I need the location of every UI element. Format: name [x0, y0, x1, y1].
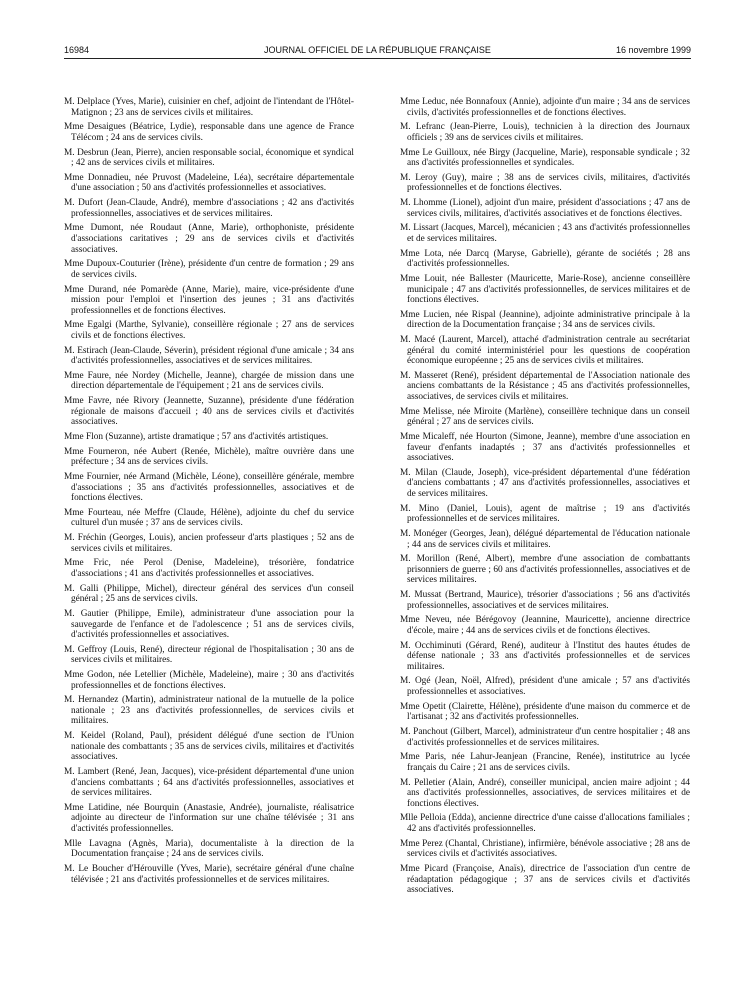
honoree-entry: Mme Fric, née Perol (Denise, Madeleine), trésorière, fondatrice d'associations ; 41 ans d'activités professionnelles et associatives.	[64, 558, 354, 579]
honoree-entry: Mme Louit, née Ballester (Mauricette, Marie-Rose), ancienne conseillère municipale ; 47 ans d'activités professionnelles, de services militaires et de fonctions électives.	[400, 273, 690, 306]
honoree-entry: M. Estirach (Jean-Claude, Séverin), président régional d'une amicale ; 34 ans d'activités professionnelles, associatives et de services militaires.	[64, 345, 354, 367]
honoree-entry: M. Lefranc (Jean-Pierre, Louis), technicien à la direction des Journaux officiels ; 39 ans de services civils et militaires.	[400, 122, 690, 143]
honoree-entry: M. Lissart (Jacques, Marcel), mécanicien ; 43 ans d'activités professionnelles et de services militaires.	[400, 223, 690, 244]
honoree-entry: Mme Micaleff, née Hourton (Simone, Jeanne), membre d'une association en faveur d'enfants inadaptés ; 37 ans d'activités professionnelles et associatives.	[400, 432, 690, 464]
honoree-entry: Mme Perez (Chantal, Christiane), infirmière, bénévole associative ; 28 ans de services civils et d'activités associatives.	[400, 838, 690, 860]
honoree-entry: Mme Melisse, née Miroite (Marlène), conseillère technique dans un conseil général ; 27 ans de services civils.	[400, 406, 690, 428]
page-header	[64, 44, 691, 58]
honoree-entry: Mme Lota, née Darcq (Maryse, Gabrielle), gérante de sociétés ; 28 ans d'activités professionnelles.	[400, 248, 690, 270]
honoree-entry: M. Desbrun (Jean, Pierre), ancien responsable social, économique et syndical ; 42 ans de services civils et militaires.	[64, 147, 354, 169]
honoree-entry: Mme Durand, née Pomarède (Anne, Marie), maire, vice-présidente d'une mission pour l'emploi et l'insertion des jeunes ; 31 ans d'activités professionnelles et de fonctions électives.	[64, 284, 354, 316]
honoree-entry: M. Masseret (René), président départemental de l'Association nationale des anciens combattants de la Résistance ; 45 ans d'activités professionnelles, associatives, de services civils et militaires.	[400, 370, 690, 402]
publication-date: 16 novembre 1999	[615, 45, 691, 55]
honoree-entry: Mme Opetit (Clairette, Hélène), présidente d'une maison du commerce et de l'artisanat ; 32 ans d'activités professionnelles.	[400, 701, 690, 723]
honoree-entry: M. Keidel (Roland, Paul), président délégué d'une section de l'Union nationale des combattants ; 35 ans de services civils, militaires et d'activités associatives.	[64, 731, 354, 763]
journal-title: JOURNAL OFFICIEL DE LA RÉPUBLIQUE FRANÇAISE	[264, 45, 491, 55]
honoree-entry: M. Delplace (Yves, Marie), cuisinier en chef, adjoint de l'intendant de l'Hôtel-Matignon ; 23 ans de services civils et militaires.	[64, 97, 354, 118]
honoree-entry: Mme Paris, née Lahur-Jeanjean (Francine, Renée), institutrice au lycée français du Caire ; 21 ans de services civils.	[400, 752, 690, 773]
honoree-entry: Mme Fourneron, née Aubert (Renée, Michèle), maître ouvrière dans une préfecture ; 34 ans de services civils.	[64, 446, 354, 468]
honoree-entry: M. Galli (Philippe, Michel), directeur général des services d'un conseil général ; 25 ans de services civils.	[64, 583, 354, 605]
honoree-entry: Mme Favre, née Rivory (Jeannette, Suzanne), présidente d'une fédération régionale de maisons d'accueil ; 40 ans de services civils et d'activités associatives.	[64, 396, 354, 428]
honoree-entry: M. Hernandez (Martin), administrateur national de la mutuelle de la police nationale ; 23 ans d'activités professionnelles, de services civils et militaires.	[64, 695, 354, 727]
honoree-entry: Mme Latidine, née Bourquin (Anastasie, Andrée), journaliste, réalisatrice adjointe au directeur de l'information sur une chaîne télévisée ; 31 ans d'activités professionnelles.	[64, 802, 354, 834]
honoree-entry: Mme Egalgi (Marthe, Sylvanie), conseillère régionale ; 27 ans de services civils et de fonctions électives.	[64, 320, 354, 341]
honoree-entry: M. Macé (Laurent, Marcel), attaché d'administration centrale au secrétariat général du comité interministériel pour les questions de coopération économique européenne ; 25 ans de services civils et militaires.	[400, 335, 690, 367]
honoree-entry: M. Monéger (Georges, Jean), délégué départemental de l'éducation nationale ; 44 ans de services civils et militaires.	[400, 528, 690, 550]
honoree-entry: M. Mussat (Bertrand, Maurice), trésorier d'associations ; 56 ans d'activités professionnelles, associatives et de services militaires.	[400, 590, 690, 611]
page-number: 16984	[64, 45, 90, 55]
honoree-entry: Mme Le Guilloux, née Birgy (Jacqueline, Marie), responsable syndicale ; 32 ans d'activités professionnelles et syndicales.	[400, 147, 690, 169]
honoree-entry: M. Gautier (Philippe, Emile), administrateur d'une association pour la sauvegarde de l'enfance et de l'adolescence ; 51 ans de services civils, d'activités professionnelles et associatives.	[64, 608, 354, 641]
honoree-entry: M. Dufort (Jean-Claude, André), membre d'associations ; 42 ans d'activités professionnelles, associatives et de services militaires.	[64, 198, 354, 219]
honoree-entry: M. Panchout (Gilbert, Marcel), administrateur d'un centre hospitalier ; 48 ans d'activités professionnelles et de services militaires.	[400, 727, 690, 748]
honoree-entry: Mlle Pelloia (Edda), ancienne directrice d'une caisse d'allocations familiales ; 42 ans d'activités professionnelles.	[400, 813, 690, 834]
honoree-entry: M. Pelletier (Alain, André), conseiller municipal, ancien maire adjoint ; 44 ans d'activités professionnelles, associatives, de services militaires et de fonctions électives.	[400, 777, 690, 809]
honoree-entry: Mme Faure, née Nordey (Michelle, Jeanne), chargée de mission dans une direction départementale de l'équipement ; 21 ans de services civils.	[64, 370, 354, 392]
right-column	[400, 97, 690, 900]
honoree-entry: Mme Fourteau, née Meffre (Claude, Hélène), adjointe du chef du service culturel d'un musée ; 37 ans de services civils.	[64, 507, 354, 529]
left-column	[64, 97, 354, 889]
honoree-entry: Mme Dumont, née Roudaut (Anne, Marie), orthophoniste, présidente d'associations caritatives ; 29 ans de services civils et d'activités associatives.	[64, 223, 354, 255]
honoree-entry: M. Le Boucher d'Hérouville (Yves, Marie), secrétaire général d'une chaîne télévisée ; 21 ans d'activités professionnelles et de services militaires.	[64, 863, 354, 885]
honoree-entry: M. Lambert (René, Jean, Jacques), vice-président départemental d'une union d'anciens combattants ; 64 ans d'activités professionnelles, associatives et de services militaires.	[64, 767, 354, 799]
honoree-entry: Mme Desaigues (Béatrice, Lydie), responsable dans une agence de France Télécom ; 24 ans de services civils.	[64, 122, 354, 143]
honoree-entry: M. Lhomme (Lionel), adjoint d'un maire, président d'associations ; 47 ans de services civils, militaires, d'activités associatives et de fonctions électives.	[400, 198, 690, 219]
honoree-entry: Mme Neveu, née Bérégovoy (Jeannine, Mauricette), ancienne directrice d'école, maire ; 44 ans de services civils et de fonctions électives.	[400, 615, 690, 636]
honoree-entry: Mme Picard (Françoise, Anaïs), directrice de l'association d'un centre de réadaptation pédagogique ; 37 ans de services civils et d'activités associatives.	[400, 863, 690, 896]
header-rule	[64, 58, 691, 59]
honoree-entry: M. Occhiminuti (Gérard, René), auditeur à l'Institut des hautes études de défense nationale ; 33 ans d'activités professionnelles et de services militaires.	[400, 640, 690, 672]
honoree-entry: Mlle Lavagna (Agnès, Maria), documentaliste à la direction de la Documentation française ; 24 ans de services civils.	[64, 838, 354, 860]
honoree-entry: Mme Leduc, née Bonnafoux (Annie), adjointe d'un maire ; 34 ans de services civils, d'activités professionnelles et de fonctions électives.	[400, 97, 690, 118]
honoree-entry: M. Leroy (Guy), maire ; 38 ans de services civils, militaires, d'activités professionnelles et de fonctions électives.	[400, 172, 690, 194]
honoree-entry: M. Ogé (Jean, Noël, Alfred), président d'une amicale ; 57 ans d'activités professionnelles et associatives.	[400, 676, 690, 697]
honoree-entry: Mme Godon, née Letellier (Michèle, Madeleine), maire ; 30 ans d'activités professionnelles et de fonctions électives.	[64, 670, 354, 691]
honoree-entry: M. Mino (Daniel, Louis), agent de maîtrise ; 19 ans d'activités professionnelles et de services militaires.	[400, 503, 690, 525]
honoree-entry: Mme Donnadieu, née Pruvost (Madeleine, Léa), secrétaire départementale d'une association ; 50 ans d'activités professionnelles et associatives.	[64, 172, 354, 194]
honoree-entry: M. Fréchin (Georges, Louis), ancien professeur d'arts plastiques ; 52 ans de services civils et militaires.	[64, 533, 354, 554]
honoree-entry: M. Geffroy (Louis, René), directeur régional de l'hospitalisation ; 30 ans de services civils et militaires.	[64, 644, 354, 666]
honoree-entry: Mme Flon (Suzanne), artiste dramatique ; 57 ans d'activités artistiques.	[64, 432, 329, 443]
honoree-entry: Mme Dupoux-Couturier (Irène), présidente d'un centre de formation ; 29 ans de services civils.	[64, 259, 354, 280]
honoree-entry: Mme Lucien, née Rispal (Jeannine), adjointe administrative principale à la direction de la Documentation française ; 34 ans de services civils.	[400, 309, 690, 331]
honoree-entry: M. Morillon (René, Albert), membre d'une association de combattants prisonniers de guerre ; 60 ans d'activités professionnelles, associatives et de services militaires.	[400, 554, 690, 586]
honoree-entry: M. Milan (Claude, Joseph), vice-président départemental d'une fédération d'anciens combattants ; 47 ans d'activités professionnelles, associatives et de services militaires.	[400, 467, 690, 499]
honoree-entry: Mme Fournier, née Armand (Michèle, Léone), conseillère générale, membre d'associations ; 35 ans d'activités professionnelles, associatives et de fonctions électives.	[64, 472, 354, 504]
